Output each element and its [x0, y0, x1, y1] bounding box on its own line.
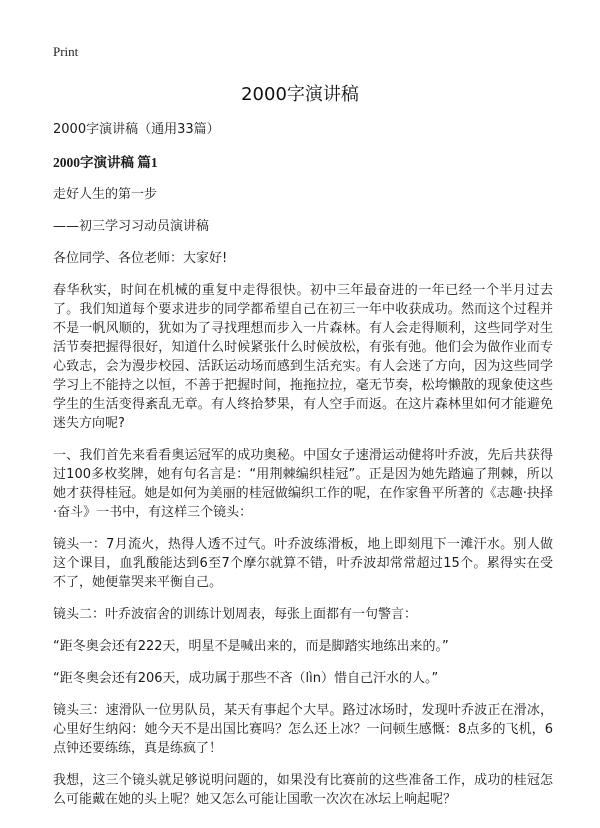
paragraph: 镜头三：速滑队一位男队员，某天有事起个大早。路过冰场时，发现叶乔波正在滑冰，心里好生纳闷：她今天不是出国比赛吗？怎么还上冰？一问顿生感慨：8点多的飞机，6点钟还要练练，真是练疯了！: [53, 703, 553, 756]
greeting: 各位同学、各位老师：大家好!: [53, 251, 228, 266]
page-title: 2000字演讲稿: [241, 84, 359, 105]
speech-title: 走好人生的第一步: [53, 187, 158, 202]
paragraph: 镜头一：7月流火，热得人透不过气。叶乔波练滑板，地上即刻甩下一滩汗水。别人做这个课目，血乳酸能达到6至7个摩尔就算不错，叶乔波却常常超过15个。累得实在受不了，她便靠哭来平衡自己。: [53, 537, 553, 590]
paragraph: 我想，这三个镜头就足够说明问题的，如果没有比赛前的这些准备工作，成功的桂冠怎么可能戴在她的头上呢？她又怎么可能让国歌一次次在冰坛上响起呢？: [53, 773, 553, 807]
print-link[interactable]: Print: [53, 44, 79, 59]
paragraph: 镜头二：叶乔波宿舍的训练计划周表，每张上面都有一句警言：: [53, 607, 418, 622]
document-body: [53, 120, 553, 822]
quote-line: “距冬奥会还有222天，明星不是喊出来的，而是脚踏实地练出来的。”: [53, 639, 449, 654]
paragraph: 春华秋实，时间在机械的重复中走得很快。初中三年最奋进的一年已经一个半月过去了。我们知道每个要求进步的同学都希望自己在初三一年中收获成功。然而这个过程并不是一帆风顺的，犹如为了寻找理想而步入一片森林。有人会走得顺利，这些同学对生活节奏把握得很好，知道什么时候紧张什么时候放松，有张有弛。他们会为做作业而专心致志，会为漫步校园、活跃运动场而感到生活充实。有人会迷了方向，因为这些同学学习上不能持之以恒，不善于把握时间，拖拖拉拉，毫无节奏，松垮懒散的现象使这些学生的生活变得紊乱无章。有人终拾梦果，有人空手而返。在这片森林里如何才能避免迷失方向呢?: [53, 283, 553, 431]
speech-byline: ——初三学习习动员演讲稿: [53, 219, 210, 234]
paragraph: 一、我们首先来看看奥运冠军的成功奥秘。中国女子速滑运动健将叶乔波，先后共获得过100多枚奖牌，她有句名言是：“用荆棘编织桂冠”。正是因为她先踏遍了荆棘，所以她才获得桂冠。她是如何为美丽的桂冠做编织工作的呢，在作家鲁平所著的《志趣·抉择·奋斗》一书中，有这样三个镜头：: [53, 448, 553, 520]
document-subtitle: 2000字演讲稿（通用33篇）: [53, 122, 220, 137]
chapter-heading: 2000字演讲稿 篇1: [53, 155, 158, 170]
quote-line: “距冬奥会还有206天，成功属于那些不吝（lìn）惜自己汗水的人。”: [53, 671, 439, 686]
